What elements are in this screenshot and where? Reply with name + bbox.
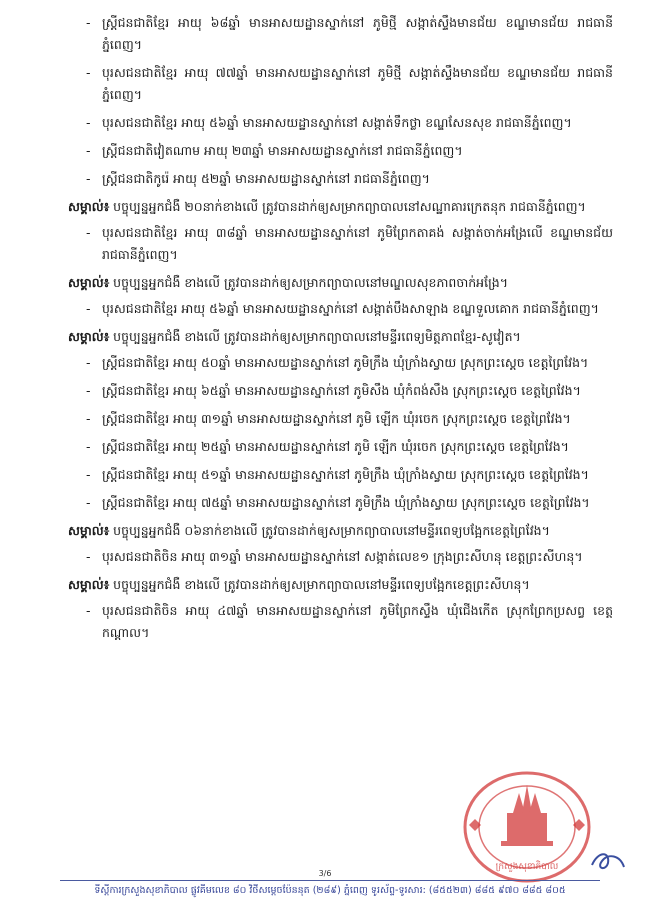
list-item: - បុរសជនជាតិចិន អាយុ ៣១ឆ្នាំ មានអាសយដ្ឋានស្នាក់នៅ សង្កាត់លេខ១ ក្រុងព្រះសីហនុ ខេត្តព្រះសីហនុ។ bbox=[86, 549, 583, 564]
list-item: - បុរសជនជាតិខ្មែរ អាយុ ៥៦ឆ្នាំ មានអាសយដ្ឋានស្នាក់នៅ សង្កាត់ទឹកថ្លា ខណ្ឌសែនសុខ រាជធានីភ្នំពេញ។ bbox=[86, 115, 572, 130]
note-text: បច្ចុប្បន្នអ្នកជំងឺ ០៦នាក់ខាងលើ ត្រូវបានដាក់ឲ្យសម្រាកព្យាបាលនៅមន្ទីរពេទ្យបង្អែកខេត្តព្រៃវែង។ bbox=[109, 523, 550, 538]
list-item: - ស្ត្រីជនជាតិខ្មែរ អាយុ ៥០ឆ្នាំ មានអាសយដ្ឋានស្នាក់នៅ ភូមិក្រឹង ឃុំក្រាំងស្វាយ ស្រុកព្រះស្ដេច ខេត្តព្រៃវែង។ bbox=[86, 355, 589, 370]
list-item: - ស្ត្រីជនជាតិខ្មែរ អាយុ ៣១ឆ្នាំ មានអាសយដ្ឋានស្នាក់នៅ ភូមិ ឡើក ឃុំរចេក ស្រុកព្រះស្ដេច ខេត្តព្រៃវែង។ bbox=[86, 411, 571, 426]
list-item: - ស្ត្រីជនជាតិខ្មែរ អាយុ ៦៨ឆ្នាំ មានអាសយដ្ឋានស្នាក់នៅ ភូមិថ្មី សង្កាត់ស្ទឹងមានជ័យ ខណ្ឌមានជ័យ រាជធានីភ្នំពេញ។ bbox=[86, 15, 613, 52]
list-item: - ស្ត្រីជនជាតិកូរ៉េ អាយុ ៥២ឆ្នាំ មានអាសយដ្ឋានស្នាក់នៅ រាជធានីភ្នំពេញ។ bbox=[86, 171, 430, 186]
note-text: បច្ចុប្បន្នអ្នកជំងឺ ខាងលើ ត្រូវបានដាក់ឲ្យសម្រាកព្យាបាលនៅមន្ទីរពេទ្យមិត្តភាពខ្មែរ-សូវៀត។ bbox=[109, 329, 521, 344]
footer-divider bbox=[60, 880, 600, 881]
seal-text: ក្រសួងសុខាភិបាល bbox=[495, 862, 559, 872]
note-text: បច្ចុប្បន្នអ្នកជំងឺ ខាងលើ ត្រូវបានដាក់ឲ្យសម្រាកព្យាបាលនៅមន្ទីរពេទ្យបង្អែកខេត្តព្រះសីហនុ។ bbox=[109, 577, 530, 592]
note-label: សម្គាល់៖ bbox=[68, 577, 110, 592]
note-text: បច្ចុប្បន្នអ្នកជំងឺ ២០នាក់ខាងលើ ត្រូវបានដាក់ឲ្យសម្រាកព្យាបាលនៅសណ្ឋាគារក្រេតនុក រាជធានីភ្នំពេញ។ bbox=[109, 199, 586, 214]
footer-address: ទីស្ដីការក្រសួងសុខាភិបាល ផ្លូវគីមលេខ ៨០ វិថីសម្ដេចប៉ែននុត (២៨៩) ភ្នំពេញ ទូរស័ព្ទ-ទូរសារ: (៨៥៥២៣) ៨៨៥ ៩៧០ ៨៨៥ ៨០៥ bbox=[94, 885, 566, 896]
note-paragraph bbox=[68, 574, 613, 596]
list-item: - ស្ត្រីជនជាតិខ្មែរ អាយុ ៧៥ឆ្នាំ មានអាសយដ្ឋានស្នាក់នៅ ភូមិក្រឹង ឃុំក្រាំងស្វាយ ស្រុកព្រះស្ដេច ខេត្តព្រៃវែង។ bbox=[86, 495, 590, 510]
note-label: សម្គាល់៖ bbox=[68, 329, 110, 344]
list-item: - បុរសជនជាតិខ្មែរ អាយុ ៣៨ឆ្នាំ មានអាសយដ្ឋានស្នាក់នៅ ភូមិព្រែកតាគង់ សង្កាត់ចាក់អង្រែលើ ខណ្ឌមានជ័យ រាជធានីភ្នំពេញ។ bbox=[86, 225, 613, 262]
list-item: - ស្ត្រីជនជាតិខ្មែរ អាយុ ៥១ឆ្នាំ មានអាសយដ្ឋានស្នាក់នៅ ភូមិក្រឹង ឃុំក្រាំងស្វាយ ស្រុកព្រះស្ដេច ខេត្តព្រៃវែង។ bbox=[86, 467, 589, 482]
list-item: - បុរសជនជាតិខ្មែរ អាយុ ៥៦ឆ្នាំ មានអាសយដ្ឋានស្នាក់នៅ សង្កាត់បឹងសាឡាង ខណ្ឌទួលគោក រាជធានីភ្នំពេញ។ bbox=[86, 301, 599, 316]
list-item: - ស្ត្រីជនជាតិខ្មែរ អាយុ ៦៥ឆ្នាំ មានអាសយដ្ឋានស្នាក់នៅ ភូមិសឹង ឃុំកំពង់សឹង ស្រុកព្រះស្ដេច ខេត្តព្រៃវែង។ bbox=[86, 383, 581, 398]
note-label: សម្គាល់៖ bbox=[68, 199, 110, 214]
list-item: - បុរសជនជាតិខ្មែរ អាយុ ៧៧ឆ្នាំ មានអាសយដ្ឋានស្នាក់នៅ ភូមិថ្មី សង្កាត់ស្ទឹងមានជ័យ ខណ្ឌមានជ័យ រាជធានីភ្នំពេញ។ bbox=[86, 65, 613, 102]
note-label: សម្គាល់៖ bbox=[68, 523, 110, 538]
note-paragraph bbox=[68, 272, 613, 294]
note-text: បច្ចុប្បន្នអ្នកជំងឺ ខាងលើ ត្រូវបានដាក់ឲ្យសម្រាកព្យាបាលនៅមណ្ឌលសុខភាពចាក់អង្រែ។ bbox=[109, 275, 508, 290]
note-paragraph bbox=[68, 520, 613, 542]
document-body bbox=[68, 12, 613, 650]
list-item: - ស្ត្រីជនជាតិខ្មែរ អាយុ ២៥ឆ្នាំ មានអាសយដ្ឋានស្នាក់នៅ ភូមិ ឡើក ឃុំរចេក ស្រុកព្រះស្ដេច ខេត្តព្រៃវែង។ bbox=[86, 439, 569, 454]
note-paragraph bbox=[68, 326, 613, 348]
list-item: - ស្ត្រីជនជាតិវៀតណាម អាយុ ២៣ឆ្នាំ មានអាសយដ្ឋានស្នាក់នៅ រាជធានីភ្នំពេញ។ bbox=[86, 143, 463, 158]
official-seal-icon bbox=[455, 765, 595, 885]
note-paragraph bbox=[68, 196, 613, 218]
note-label: សម្គាល់៖ bbox=[68, 275, 110, 290]
list-item: - បុរសជនជាតិចិន អាយុ ៤៧ឆ្នាំ មានអាសយដ្ឋានស្នាក់នៅ ភូមិព្រែកស្ទឹង ឃុំជើងកើត ស្រុកព្រែកប្រសព្វ ខេត្តកណ្ដាល។ bbox=[86, 603, 613, 640]
page-number: 3/6 bbox=[318, 869, 332, 878]
